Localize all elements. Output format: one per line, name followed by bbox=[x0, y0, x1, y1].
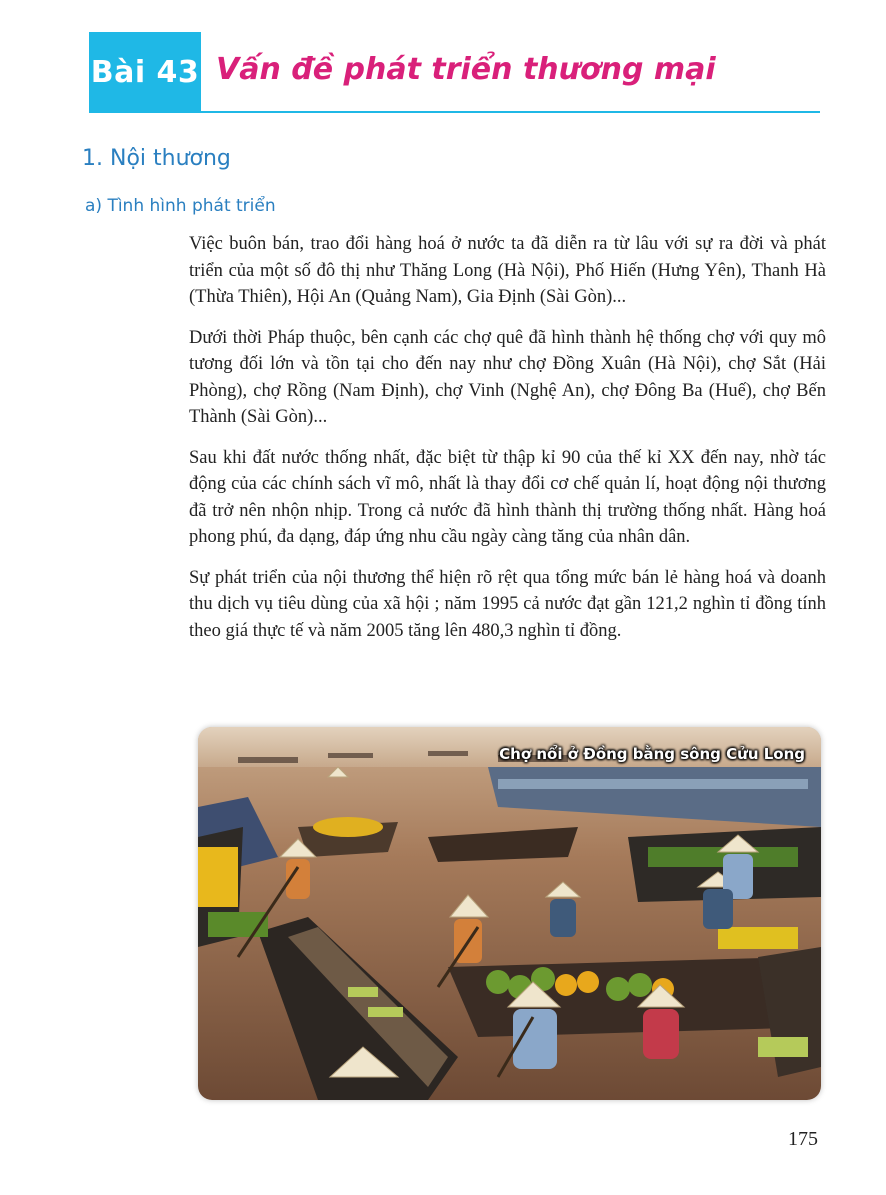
floating-market-photo bbox=[198, 727, 821, 1100]
page-number: 175 bbox=[788, 1128, 818, 1150]
paragraph-3: Sau khi đất nước thống nhất, đặc biệt từ thập kỉ 90 của thế kỉ XX đến nay, nhờ tác động của các chính sách vĩ mô, nhất là thay đổi cơ chế quản lí, hoạt động nội thương đã trở nên nhộn nhịp. Trong cả nước đã hình thành thị trường thống nhất. Hàng hoá phong phú, đa dạng, đáp ứng nhu cầu ngày càng tăng của nhân dân. bbox=[189, 447, 826, 547]
paragraph-1: Việc buôn bán, trao đổi hàng hoá ở nước ta đã diễn ra từ lâu với sự ra đời và phát triển của một số đô thị như Thăng Long (Hà Nội), Phố Hiến (Hưng Yên), Thanh Hà (Thừa Thiên), Hội An (Quảng Nam), Gia Định (Sài Gòn)... bbox=[189, 234, 826, 307]
lesson-number: Bài 43 bbox=[90, 55, 200, 90]
photo-caption: Chợ nổi ở Đồng bằng sông Cửu Long bbox=[499, 745, 805, 763]
lesson-title: Vấn đề phát triển thương mại bbox=[216, 52, 716, 87]
section-heading: 1. Nội thương bbox=[82, 146, 231, 171]
subsection-heading: a) Tình hình phát triển bbox=[85, 196, 276, 216]
photo-illustration bbox=[198, 727, 821, 1100]
lesson-number-badge bbox=[89, 32, 201, 113]
title-underline bbox=[201, 111, 820, 113]
paragraph-4: Sự phát triển của nội thương thể hiện rõ rệt qua tổng mức bán lẻ hàng hoá và doanh thu dịch vụ tiêu dùng của xã hội ; năm 1995 cả nước đạt gần 121,2 nghìn tỉ đồng tính theo giá thực tế và năm 2005 tăng lên 480,3 nghìn tỉ đồng. bbox=[189, 567, 826, 641]
body-text bbox=[189, 231, 826, 658]
paragraph-2: Dưới thời Pháp thuộc, bên cạnh các chợ quê đã hình thành hệ thống chợ với quy mô tương đối lớn và tồn tại cho đến nay như chợ Đồng Xuân (Hà Nội), chợ Sắt (Hải Phòng), chợ Rồng (Nam Định), chợ Vinh (Nghệ An), chợ Đông Ba (Huế), chợ Bến Thành (Sài Gòn)... bbox=[189, 327, 826, 427]
